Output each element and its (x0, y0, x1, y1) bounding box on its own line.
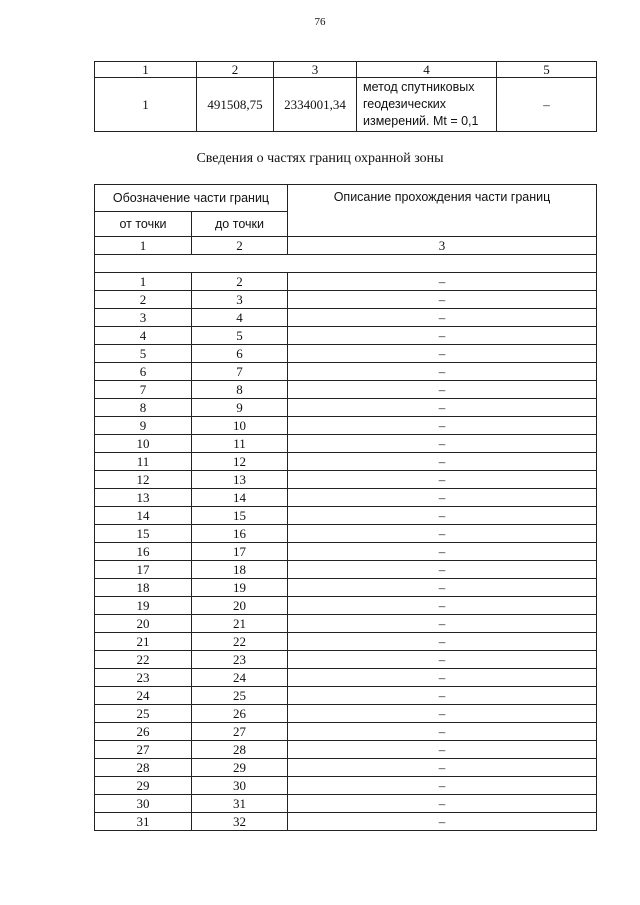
table-row (95, 489, 597, 507)
to-point-cell: 21 (192, 615, 288, 633)
from-point-cell: 12 (95, 471, 192, 489)
to-point-cell: 27 (192, 723, 288, 741)
column-number-cell: 1 (95, 237, 192, 255)
from-point-header: от точки (95, 212, 192, 237)
table-row (95, 399, 597, 417)
table-row (95, 435, 597, 453)
to-point-cell: 28 (192, 741, 288, 759)
from-point-cell: 3 (95, 309, 192, 327)
description-cell: – (288, 273, 597, 291)
column-number-row (95, 237, 597, 255)
to-point-cell: 19 (192, 579, 288, 597)
from-point-cell: 27 (95, 741, 192, 759)
table-row (95, 273, 597, 291)
from-point-cell: 21 (95, 633, 192, 651)
description-cell: – (288, 651, 597, 669)
from-point-cell: 25 (95, 705, 192, 723)
table-row (95, 507, 597, 525)
description-cell: – (288, 723, 597, 741)
coordinates-table (94, 61, 597, 132)
from-point-cell: 18 (95, 579, 192, 597)
header-cell: 4 (357, 62, 497, 78)
to-point-cell: 15 (192, 507, 288, 525)
coordinates-header-row (95, 62, 597, 78)
to-point-cell: 18 (192, 561, 288, 579)
table-row (95, 309, 597, 327)
from-point-cell: 30 (95, 795, 192, 813)
description-cell: – (288, 813, 597, 831)
from-point-cell: 19 (95, 597, 192, 615)
description-cell: – (288, 471, 597, 489)
description-cell: – (288, 507, 597, 525)
description-cell: – (288, 741, 597, 759)
to-point-cell: 12 (192, 453, 288, 471)
table-row (95, 651, 597, 669)
table-row (95, 345, 597, 363)
table-row (95, 813, 597, 831)
method-line: измерений. Mt = 0,1 (363, 114, 479, 128)
from-point-cell: 9 (95, 417, 192, 435)
to-point-cell: 16 (192, 525, 288, 543)
description-cell: – (288, 363, 597, 381)
coordinates-row (95, 78, 597, 132)
to-point-cell: 8 (192, 381, 288, 399)
header-cell: 3 (274, 62, 357, 78)
from-point-cell: 5 (95, 345, 192, 363)
to-point-header: до точки (192, 212, 288, 237)
description-cell: – (288, 345, 597, 363)
to-point-cell: 9 (192, 399, 288, 417)
description-cell: – (288, 633, 597, 651)
from-point-cell: 24 (95, 687, 192, 705)
section-title: Сведения о частях границ охранной зоны (196, 151, 444, 166)
from-point-cell: 14 (95, 507, 192, 525)
description-cell: – (288, 417, 597, 435)
from-point-cell: 31 (95, 813, 192, 831)
description-cell: – (288, 687, 597, 705)
table-row (95, 381, 597, 399)
table-row (95, 327, 597, 345)
to-point-cell: 11 (192, 435, 288, 453)
table-row (95, 543, 597, 561)
to-point-cell: 5 (192, 327, 288, 345)
description-cell: – (288, 795, 597, 813)
from-point-cell: 17 (95, 561, 192, 579)
description-cell: – (288, 453, 597, 471)
from-point-cell: 1 (95, 273, 192, 291)
from-point-cell: 20 (95, 615, 192, 633)
description-cell: – (288, 489, 597, 507)
description-cell: – (288, 615, 597, 633)
header-cell: 2 (197, 62, 274, 78)
description-cell: – (288, 291, 597, 309)
to-point-cell: 4 (192, 309, 288, 327)
to-point-cell: 30 (192, 777, 288, 795)
header-cell: 5 (497, 62, 597, 78)
from-point-cell: 28 (95, 759, 192, 777)
table-row (95, 291, 597, 309)
header-row-1 (95, 185, 597, 212)
from-point-cell: 22 (95, 651, 192, 669)
from-point-cell: 4 (95, 327, 192, 345)
to-point-cell: 22 (192, 633, 288, 651)
from-point-cell: 2 (95, 291, 192, 309)
boundary-designation-header: Обозначение части границ (95, 185, 288, 212)
table-row (95, 471, 597, 489)
table-row (95, 705, 597, 723)
to-point-cell: 24 (192, 669, 288, 687)
description-cell: – (288, 561, 597, 579)
description-cell: – (288, 579, 597, 597)
table-row (95, 417, 597, 435)
description-cell: – (288, 777, 597, 795)
table-row (95, 525, 597, 543)
blank-row (95, 255, 597, 273)
blank-cell (95, 255, 597, 273)
to-point-cell: 26 (192, 705, 288, 723)
table-row (95, 597, 597, 615)
point-number-cell: 1 (95, 78, 197, 132)
from-point-cell: 15 (95, 525, 192, 543)
description-cell: – (288, 597, 597, 615)
from-point-cell: 10 (95, 435, 192, 453)
from-point-cell: 7 (95, 381, 192, 399)
table-row (95, 669, 597, 687)
to-point-cell: 2 (192, 273, 288, 291)
to-point-cell: 3 (192, 291, 288, 309)
description-cell: – (288, 543, 597, 561)
table-row (95, 795, 597, 813)
to-point-cell: 17 (192, 543, 288, 561)
description-cell: – (288, 669, 597, 687)
to-point-cell: 20 (192, 597, 288, 615)
to-point-cell: 14 (192, 489, 288, 507)
from-point-cell: 29 (95, 777, 192, 795)
to-point-cell: 13 (192, 471, 288, 489)
column-number-cell: 3 (288, 237, 597, 255)
table-row (95, 759, 597, 777)
to-point-cell: 10 (192, 417, 288, 435)
table-row (95, 453, 597, 471)
from-point-cell: 13 (95, 489, 192, 507)
from-point-cell: 6 (95, 363, 192, 381)
table-row (95, 579, 597, 597)
description-cell: – (288, 309, 597, 327)
from-point-cell: 11 (95, 453, 192, 471)
to-point-cell: 7 (192, 363, 288, 381)
table-row (95, 561, 597, 579)
y-coordinate-cell: 2334001,34 (274, 78, 357, 132)
boundary-parts-table (94, 184, 597, 831)
table-row (95, 633, 597, 651)
from-point-cell: 23 (95, 669, 192, 687)
header-cell: 1 (95, 62, 197, 78)
from-point-cell: 16 (95, 543, 192, 561)
method-cell (357, 78, 497, 132)
table-row (95, 615, 597, 633)
page-number: 76 (314, 16, 326, 28)
description-cell: – (288, 525, 597, 543)
to-point-cell: 6 (192, 345, 288, 363)
col5-cell: – (497, 78, 597, 132)
description-cell: – (288, 327, 597, 345)
table-row (95, 363, 597, 381)
from-point-cell: 26 (95, 723, 192, 741)
table-row (95, 741, 597, 759)
table-row (95, 723, 597, 741)
description-cell: – (288, 435, 597, 453)
table-row (95, 687, 597, 705)
from-point-cell: 8 (95, 399, 192, 417)
to-point-cell: 31 (192, 795, 288, 813)
description-cell: – (288, 381, 597, 399)
description-cell: – (288, 759, 597, 777)
to-point-cell: 29 (192, 759, 288, 777)
to-point-cell: 23 (192, 651, 288, 669)
column-number-cell: 2 (192, 237, 288, 255)
description-header: Описание прохождения части границ (288, 185, 597, 237)
table-row (95, 777, 597, 795)
method-line: метод спутниковых (363, 80, 475, 94)
description-cell: – (288, 705, 597, 723)
to-point-cell: 32 (192, 813, 288, 831)
method-line: геодезических (363, 97, 447, 111)
x-coordinate-cell: 491508,75 (197, 78, 274, 132)
to-point-cell: 25 (192, 687, 288, 705)
description-cell: – (288, 399, 597, 417)
